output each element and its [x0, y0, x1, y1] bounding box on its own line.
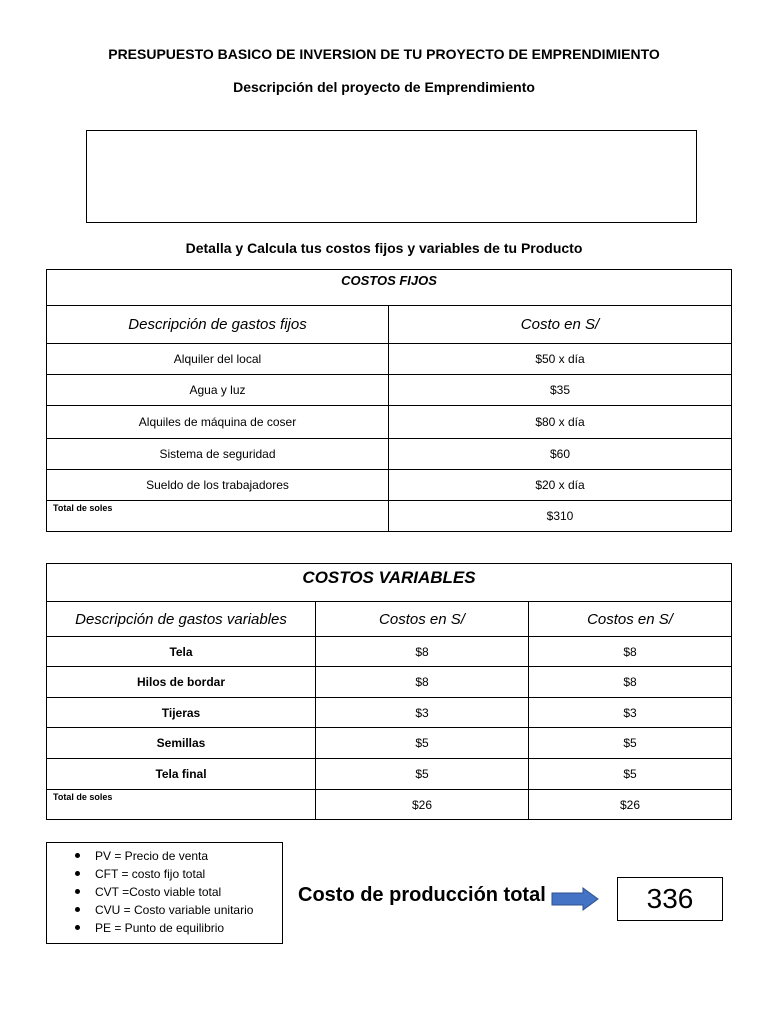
legend-item-text: CFT = costo fijo total: [95, 867, 206, 881]
var-total-value-2: $26: [529, 790, 732, 820]
variable-costs-heading: COSTOS VARIABLES: [47, 564, 732, 602]
var-row-cost2: $5: [529, 759, 732, 790]
fixed-row-cost: $50 x día: [389, 344, 732, 375]
fixed-costs-table: [46, 269, 732, 532]
fixed-row-cost: $20 x día: [389, 470, 732, 501]
fixed-row-cost: $60: [389, 439, 732, 470]
legend-item: [73, 901, 282, 919]
document-title: PRESUPUESTO BASICO DE INVERSION DE TU PROYECTO DE EMPRENDIMIENTO: [108, 46, 660, 62]
variable-costs-table: [46, 563, 732, 820]
var-col-desc-header: Descripción de gastos variables: [47, 602, 316, 637]
var-row-desc: Tijeras: [47, 698, 316, 728]
fixed-row-desc: Sueldo de los trabajadores: [47, 470, 389, 501]
fixed-col-desc-header: Descripción de gastos fijos: [47, 306, 389, 344]
var-total-value-1: $26: [316, 790, 529, 820]
var-row-cost2: $3: [529, 698, 732, 728]
var-row-cost1: $3: [316, 698, 529, 728]
abbreviations-legend: [46, 842, 283, 944]
legend-item: [73, 883, 282, 901]
fixed-row-desc: Alquiler del local: [47, 344, 389, 375]
bullet-icon: [75, 853, 80, 858]
production-cost-value: 336: [617, 877, 723, 921]
var-row-desc: Semillas: [47, 728, 316, 759]
legend-item-text: CVU = Costo variable unitario: [95, 903, 254, 917]
fixed-row-desc: Agua y luz: [47, 375, 389, 406]
table-row: [47, 790, 732, 820]
fixed-row-cost: $80 x día: [389, 406, 732, 439]
fixed-costs-heading: COSTOS FIJOS: [47, 270, 732, 306]
costs-section-title: Detalla y Calcula tus costos fijos y variables de tu Producto: [185, 240, 583, 256]
legend-item: [73, 865, 282, 883]
var-row-cost2: $8: [529, 667, 732, 698]
var-row-desc: Tela final: [47, 759, 316, 790]
var-row-desc: Tela: [47, 637, 316, 667]
fixed-row-desc: Alquiles de máquina de coser: [47, 406, 389, 439]
legend-item-text: CVT =Costo viable total: [95, 885, 222, 899]
bullet-icon: [75, 907, 80, 912]
var-col-cost1-header: Costos en S/: [316, 602, 529, 637]
table-row: [47, 439, 732, 470]
fixed-row-cost: $35: [389, 375, 732, 406]
legend-item-text: PV = Precio de venta: [95, 849, 209, 863]
table-row: [47, 637, 732, 667]
fixed-total-value: $310: [389, 501, 732, 532]
var-row-cost1: $5: [316, 759, 529, 790]
var-row-cost1: $8: [316, 667, 529, 698]
var-row-desc: Hilos de bordar: [47, 667, 316, 698]
table-row: [47, 728, 732, 759]
table-row: [47, 501, 732, 532]
table-row: [47, 344, 732, 375]
var-col-cost2-header: Costos en S/: [529, 602, 732, 637]
production-cost-label: Costo de producción total: [298, 884, 546, 906]
document-subtitle: Descripción del proyecto de Emprendimiento: [233, 79, 535, 95]
var-row-cost2: $8: [529, 637, 732, 667]
fixed-row-desc: Sistema de seguridad: [47, 439, 389, 470]
table-row: [47, 375, 732, 406]
table-row: [47, 759, 732, 790]
table-row: [47, 667, 732, 698]
bullet-icon: [75, 925, 80, 930]
legend-item-text: PE = Punto de equilibrio: [95, 921, 225, 935]
legend-item: [73, 919, 282, 937]
fixed-col-cost-header: Costo en S/: [389, 306, 732, 344]
project-description-box[interactable]: [86, 130, 697, 223]
bullet-icon: [75, 871, 80, 876]
var-row-cost1: $8: [316, 637, 529, 667]
var-row-cost2: $5: [529, 728, 732, 759]
legend-item: [73, 847, 282, 865]
table-row: [47, 698, 732, 728]
arrow-right-icon: [551, 887, 599, 911]
table-row: [47, 470, 732, 501]
bullet-icon: [75, 889, 80, 894]
var-total-label: Total de soles: [47, 790, 316, 820]
table-row: [47, 406, 732, 439]
var-row-cost1: $5: [316, 728, 529, 759]
fixed-total-label: Total de soles: [47, 501, 389, 532]
